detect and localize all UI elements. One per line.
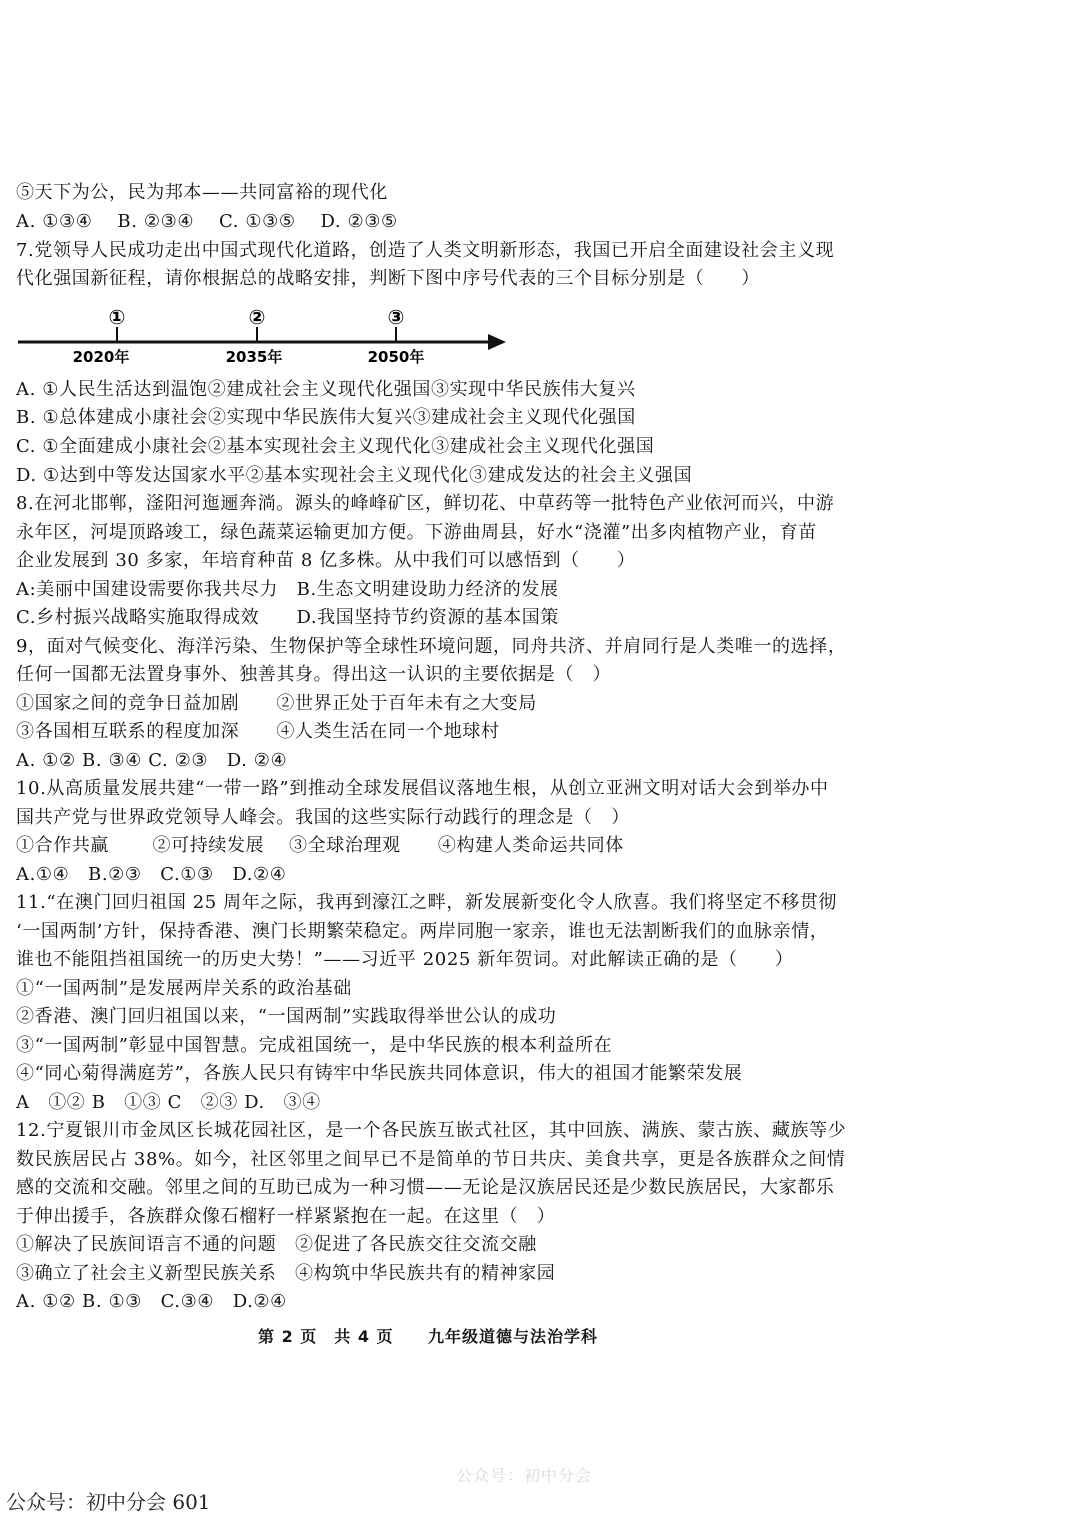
q7-stem-line-1: 7.党领导人民成功走出中国式现代化道路，创造了人类文明新形态，我国已开启全面建设社会主义现 <box>16 240 835 261</box>
q12-items-3-4: ③确立了社会主义新型民族关系 ④构筑中华民族共有的精神家园 <box>16 1263 556 1284</box>
q9-stem-line-2: 任何一国都无法置身事外、独善其身。得出这一认识的主要依据是（ ） <box>16 664 612 685</box>
q7-option-c: C. ①全面建成小康社会②基本实现社会主义现代化③建成社会主义现代化强国 <box>16 436 655 457</box>
q8-options-ab: A:美丽中国建设需要你我共尽力 B.生态文明建设助力经济的发展 <box>16 579 559 600</box>
q7-option-b: B. ①总体建成小康社会②实现中华民族伟大复兴③建成社会主义现代化强国 <box>16 407 636 428</box>
q9-stem-line-1: 9，面对气候变化、海洋污染、生物保护等全球性环境问题，同舟共济、并肩同行是人类唯一的选择， <box>16 636 847 657</box>
timeline-year-2035: 2035年 <box>225 348 283 366</box>
q9-answer-choices: A. ①② B. ③④ C. ②③ D. ②④ <box>16 750 288 771</box>
q12-stem-line-2: 数民族居民占 38%。如今，社区邻里之间早已不是简单的节日共庆、美食共享，更是各族群众之间情 <box>16 1149 846 1170</box>
q12-items-1-2: ①解决了民族间语言不通的问题 ②促进了各民族交往交流交融 <box>16 1234 537 1255</box>
q7-option-a: A. ①人民生活达到温饱②建成社会主义现代化强国③实现中华民族伟大复兴 <box>16 379 636 400</box>
q12-stem-line-4: 于伸出援手，各族群众像石榴籽一样紧紧抱在一起。在这里（ ） <box>16 1206 556 1227</box>
q11-item-1: ①“一国两制”是发展两岸关系的政治基础 <box>16 978 352 999</box>
q12-answer-choices: A. ①② B. ①③ C.③④ D.②④ <box>16 1291 287 1312</box>
timeline-year-2020: 2020年 <box>72 348 130 366</box>
q11-stem-line-3: 谁也不能阻挡祖国统一的历史大势！”——习近平 2025 新年贺词。对此解读正确的是（ ） <box>16 949 794 970</box>
q10-answer-choices: A.①④ B.②③ C.①③ D.②④ <box>16 864 287 885</box>
q12-stem-line-1: 12.宁夏银川市金凤区长城花园社区，是一个各民族互嵌式社区，其中回族、满族、蒙古族、藏族等少 <box>16 1120 847 1141</box>
q12-stem-line-3: 感的交流和交融。邻里之间的互助已成为一种习惯——无论是汉族居民还是少数民族居民，大家都乐 <box>16 1177 835 1198</box>
timeline-year-2050: 2050年 <box>367 348 425 366</box>
q11-stem-line-1: 11.“在澳门回归祖国 25 周年之际，我再到濠江之畔，新发展新变化令人欣喜。我们将坚定不移贯彻 <box>16 892 837 913</box>
footer-page-number: 第 2 页 共 4 页 <box>258 1327 394 1346</box>
timeline-arrow-head <box>488 334 506 350</box>
q9-items-1-2: ①国家之间的竞争日益加剧 ②世界正处于百年未有之大变局 <box>16 693 537 714</box>
q8-options-cd: C.乡村振兴战略实施取得成效 D.我国坚持节约资源的基本国策 <box>16 607 559 628</box>
watermark-center: 公众号：初中分会 <box>456 1466 593 1485</box>
q6-option-5: ⑤天下为公，民为邦本——共同富裕的现代化 <box>16 182 388 203</box>
q6-answer-choices: A. ①③④ B. ②③④ C. ①③⑤ D. ②③⑤ <box>16 211 398 232</box>
q10-items: ①合作共赢 ②可持续发展 ③全球治理观 ④构建人类命运共同体 <box>16 835 624 856</box>
q11-answer-choices: A ①② B ①③ C ②③ D. ③④ <box>16 1092 321 1113</box>
q11-item-3: ③“一国两制”彰显中国智慧。完成祖国统一，是中华民族的根本利益所在 <box>16 1035 613 1056</box>
q7-stem-line-2: 代化强国新征程，请你根据总的战略安排，判断下图中序号代表的三个目标分别是（ ） <box>16 268 760 289</box>
q10-stem-line-1: 10.从高质量发展共建“一带一路”到推动全球发展倡议落地生根，从创立亚洲文明对话大会到举办中 <box>16 778 829 799</box>
watermark-account-label: 公众号：初中分会 601 <box>6 1490 211 1514</box>
q10-stem-line-2: 国共产党与世界政党领导人峰会。我国的这些实际行动践行的理念是（ ） <box>16 807 630 828</box>
q11-item-2: ②香港、澳门回归祖国以来，“一国两制”实践取得举世公认的成功 <box>16 1006 557 1027</box>
q8-stem-line-3: 企业发展到 30 多家，年培育种苗 8 亿多株。从中我们可以感悟到（ ） <box>16 550 636 571</box>
timeline-marker-2: ② <box>248 305 266 329</box>
q9-items-3-4: ③各国相互联系的程度加深 ④人类生活在同一个地球村 <box>16 721 500 742</box>
strategy-timeline-diagram <box>14 300 514 370</box>
q11-stem-line-2: ‘一国两制’方针，保持香港、澳门长期繁荣稳定。两岸同胞一家亲，谁也无法割断我们的血脉亲情， <box>16 921 829 942</box>
timeline-marker-1: ① <box>108 305 126 329</box>
footer-subject: 九年级道德与法治学科 <box>428 1327 599 1346</box>
q8-stem-line-1: 8.在河北邯郸，滏阳河迤逦奔淌。源头的峰峰矿区，鲜切花、中草药等一批特色产业依河而兴，中游 <box>16 493 835 514</box>
q8-stem-line-2: 永年区，河堤顶路竣工，绿色蔬菜运输更加方便。下游曲周县，好水“浇灌”出多肉植物产业，育苗 <box>16 522 817 543</box>
q7-option-d: D. ①达到中等发达国家水平②基本实现社会主义现代化③建成发达的社会主义强国 <box>16 465 693 486</box>
q11-item-4: ④“同心菊得满庭芳”，各族人民只有铸牢中华民族共同体意识，伟大的祖国才能繁荣发展 <box>16 1063 743 1084</box>
timeline-marker-3: ③ <box>387 305 405 329</box>
